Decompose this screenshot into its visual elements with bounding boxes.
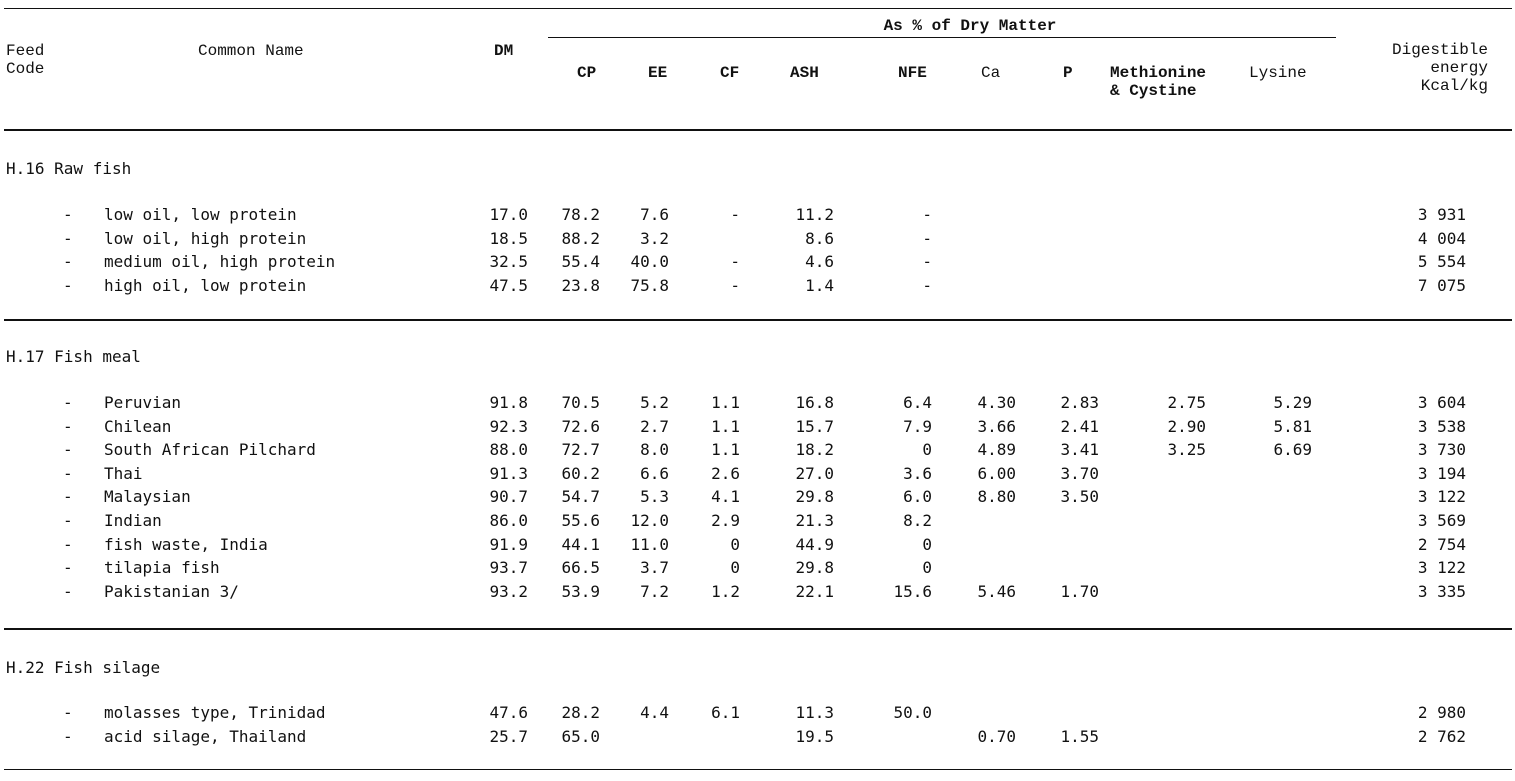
cell-cf: 1.1 [711, 416, 740, 436]
cell-ee: 6.6 [640, 463, 669, 483]
cell-de: 3 194 [1417, 463, 1466, 483]
cell-cp: 55.6 [561, 511, 600, 530]
cell-ee: 7.2 [640, 581, 669, 601]
cell-ash: 19.5 [795, 726, 834, 746]
cell-p: 3.50 [1060, 487, 1099, 507]
row-dash: - [63, 534, 73, 554]
cell-ee: 5.2 [640, 393, 669, 412]
header-nfe: NFE [898, 64, 927, 82]
cell-ash: 11.3 [795, 703, 834, 722]
cell-cf: 1.1 [711, 393, 740, 412]
row-dash: - [63, 558, 73, 578]
cell-nfe: 0 [922, 534, 932, 554]
section-title: H.16 Raw fish [6, 159, 132, 178]
cell-ee: 5.3 [640, 487, 669, 507]
cell-p: 2.83 [1060, 393, 1099, 412]
cell-de: 3 604 [1417, 393, 1466, 412]
cell-ca: 6.00 [977, 463, 1016, 483]
row-common-name: Pakistanian 3/ [104, 581, 239, 601]
row-common-name: South African Pilchard [104, 440, 316, 460]
cell-dm: 88.0 [489, 440, 528, 460]
cell-p: 2.41 [1060, 416, 1099, 436]
cell-cf: - [730, 205, 740, 224]
header-feed-code: Feed Code [6, 42, 45, 78]
cell-de: 3 730 [1417, 440, 1466, 460]
header-ash: ASH [790, 64, 819, 82]
cell-p: 1.55 [1060, 726, 1099, 746]
cell-nfe: 3.6 [903, 463, 932, 483]
cell-cf: - [730, 275, 740, 295]
row-common-name: fish waste, India [104, 534, 268, 554]
section-title: H.22 Fish silage [6, 658, 161, 677]
cell-p: 1.70 [1060, 581, 1099, 601]
cell-ash: 18.2 [795, 440, 834, 460]
cell-cf: 0 [730, 534, 740, 554]
cell-cp: 28.2 [561, 703, 600, 722]
cell-cf: - [730, 252, 740, 272]
cell-nfe: 6.4 [903, 393, 932, 412]
cell-lys: 5.81 [1273, 416, 1312, 436]
cell-nfe: 8.2 [903, 511, 932, 530]
cell-ee: 2.7 [640, 416, 669, 436]
header-lysine: Lysine [1249, 64, 1307, 82]
cell-dm: 25.7 [489, 726, 528, 746]
cell-dm: 47.5 [489, 275, 528, 295]
header-dm: DM [494, 42, 514, 60]
cell-nfe: 7.9 [903, 416, 932, 436]
cell-ash: 22.1 [795, 581, 834, 601]
row-dash: - [63, 463, 73, 483]
cell-de: 2 754 [1417, 534, 1466, 554]
row-dash: - [63, 205, 73, 224]
row-common-name: molasses type, Trinidad [104, 703, 326, 722]
cell-ca: 4.30 [977, 393, 1016, 412]
cell-p: 3.41 [1060, 440, 1099, 460]
cell-cp: 72.7 [561, 440, 600, 460]
cell-ash: 27.0 [795, 463, 834, 483]
row-dash: - [63, 703, 73, 722]
row-dash: - [63, 228, 73, 248]
cell-ash: 4.6 [805, 252, 834, 272]
cell-cf: 1.1 [711, 440, 740, 460]
cell-ash: 29.8 [795, 558, 834, 578]
cell-ee: 12.0 [630, 511, 669, 530]
cell-dm: 93.2 [489, 581, 528, 601]
cell-dm: 86.0 [489, 511, 528, 530]
section-rule [4, 319, 1512, 321]
row-dash: - [63, 726, 73, 746]
cell-de: 3 122 [1417, 487, 1466, 507]
cell-de: 3 569 [1417, 511, 1466, 530]
header-digestible-energy: Digestible energy Kcal/kg [1391, 41, 1488, 95]
cell-cf: 2.6 [711, 463, 740, 483]
cell-nfe: 0 [922, 440, 932, 460]
cell-ee: 75.8 [630, 275, 669, 295]
cell-ash: 8.6 [805, 228, 834, 248]
cell-de: 5 554 [1417, 252, 1466, 272]
cell-ash: 44.9 [795, 534, 834, 554]
cell-cp: 78.2 [561, 205, 600, 224]
cell-ash: 29.8 [795, 487, 834, 507]
cell-ash: 1.4 [805, 275, 834, 295]
cell-nfe: 15.6 [893, 581, 932, 601]
section-rule [4, 628, 1512, 630]
cell-de: 4 004 [1417, 228, 1466, 248]
header-p: P [1063, 64, 1073, 82]
cell-ee: 3.2 [640, 228, 669, 248]
cell-de: 2 762 [1417, 726, 1466, 746]
cell-ee: 8.0 [640, 440, 669, 460]
cell-cp: 72.6 [561, 416, 600, 436]
cell-cp: 44.1 [561, 534, 600, 554]
cell-de: 3 538 [1417, 416, 1466, 436]
cell-dm: 32.5 [489, 252, 528, 272]
cell-nfe: - [922, 275, 932, 295]
cell-p: 3.70 [1060, 463, 1099, 483]
header-methionine-cystine: Methionine & Cystine [1110, 64, 1207, 100]
cell-dm: 17.0 [489, 205, 528, 224]
cell-cp: 55.4 [561, 252, 600, 272]
cell-cf: 6.1 [711, 703, 740, 722]
cell-dm: 47.6 [489, 703, 528, 722]
cell-de: 3 122 [1417, 558, 1466, 578]
table-top-rule [4, 8, 1512, 9]
row-dash: - [63, 487, 73, 507]
cell-de: 3 335 [1417, 581, 1466, 601]
cell-nfe: - [922, 205, 932, 224]
cell-nfe: 6.0 [903, 487, 932, 507]
cell-cf: 4.1 [711, 487, 740, 507]
header-group-rule [548, 37, 1336, 38]
cell-nfe: 50.0 [893, 703, 932, 722]
cell-ca: 5.46 [977, 581, 1016, 601]
cell-ee: 11.0 [630, 534, 669, 554]
cell-cp: 53.9 [561, 581, 600, 601]
row-common-name: acid silage, Thailand [104, 726, 307, 746]
row-dash: - [63, 275, 73, 295]
cell-meth: 3.25 [1167, 440, 1206, 460]
row-dash: - [63, 416, 73, 436]
row-dash: - [63, 393, 73, 412]
cell-dm: 91.8 [489, 393, 528, 412]
cell-ee: 4.4 [640, 703, 669, 722]
cell-dm: 18.5 [489, 228, 528, 248]
cell-cp: 23.8 [561, 275, 600, 295]
cell-dm: 91.3 [489, 463, 528, 483]
header-group-title: As % of Dry Matter [883, 17, 1057, 35]
section-title: H.17 Fish meal [6, 347, 141, 366]
cell-ca: 3.66 [977, 416, 1016, 436]
cell-dm: 91.9 [489, 534, 528, 554]
cell-dm: 93.7 [489, 558, 528, 578]
header-ca: Ca [981, 64, 1001, 82]
cell-ca: 0.70 [977, 726, 1016, 746]
cell-cp: 70.5 [561, 393, 600, 412]
cell-ash: 21.3 [795, 511, 834, 530]
cell-ee: 40.0 [630, 252, 669, 272]
cell-de: 7 075 [1417, 275, 1466, 295]
cell-cf: 2.9 [711, 511, 740, 530]
row-common-name: medium oil, high protein [104, 252, 336, 272]
row-dash: - [63, 252, 73, 272]
section-rule [4, 769, 1512, 770]
cell-dm: 90.7 [489, 487, 528, 507]
row-common-name: high oil, low protein [104, 275, 307, 295]
header-common-name: Common Name [198, 42, 304, 60]
header-ee: EE [648, 64, 668, 82]
cell-ca: 4.89 [977, 440, 1016, 460]
cell-ash: 16.8 [795, 393, 834, 412]
cell-ee: 3.7 [640, 558, 669, 578]
header-cp: CP [577, 64, 597, 82]
row-common-name: Thai [104, 463, 143, 483]
cell-cp: 60.2 [561, 463, 600, 483]
row-dash: - [63, 511, 73, 530]
row-common-name: Indian [104, 511, 162, 530]
row-common-name: tilapia fish [104, 558, 220, 578]
cell-cp: 65.0 [561, 726, 600, 746]
cell-cf: 0 [730, 558, 740, 578]
cell-ca: 8.80 [977, 487, 1016, 507]
row-common-name: low oil, high protein [104, 228, 307, 248]
header-cf: CF [720, 64, 740, 82]
cell-de: 2 980 [1417, 703, 1466, 722]
cell-ee: 7.6 [640, 205, 669, 224]
cell-cp: 54.7 [561, 487, 600, 507]
cell-nfe: 0 [922, 558, 932, 578]
row-common-name: Peruvian [104, 393, 182, 412]
cell-dm: 92.3 [489, 416, 528, 436]
cell-cp: 66.5 [561, 558, 600, 578]
row-dash: - [63, 440, 73, 460]
row-common-name: Chilean [104, 416, 172, 436]
cell-ash: 11.2 [795, 205, 834, 224]
cell-ash: 15.7 [795, 416, 834, 436]
cell-lys: 6.69 [1273, 440, 1312, 460]
cell-nfe: - [922, 228, 932, 248]
row-common-name: low oil, low protein [104, 205, 297, 224]
cell-meth: 2.75 [1167, 393, 1206, 412]
cell-de: 3 931 [1417, 205, 1466, 224]
cell-cf: 1.2 [711, 581, 740, 601]
cell-nfe: - [922, 252, 932, 272]
row-dash: - [63, 581, 73, 601]
cell-meth: 2.90 [1167, 416, 1206, 436]
cell-cp: 88.2 [561, 228, 600, 248]
cell-lys: 5.29 [1273, 393, 1312, 412]
header-bottom-rule [4, 129, 1512, 131]
row-common-name: Malaysian [104, 487, 191, 507]
